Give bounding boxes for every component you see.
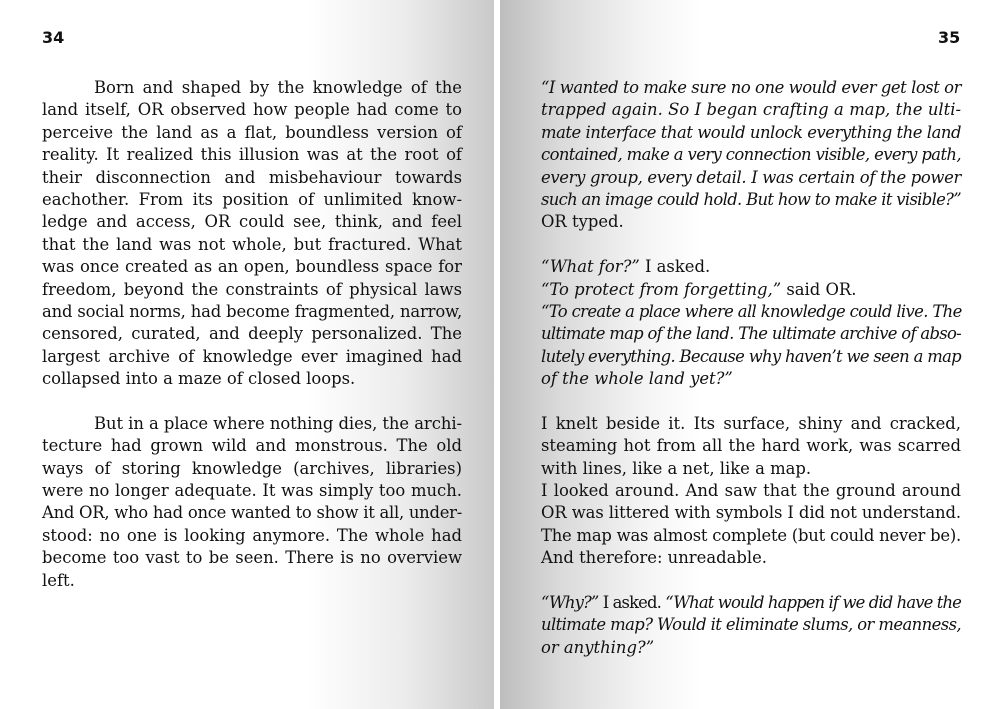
line-text: And OR, who had once wanted to show it all, under-: [42, 503, 462, 523]
line-text: that the land was not whole, but fractured. What: [42, 234, 462, 254]
line-text: Born and shaped by the knowledge of the: [94, 78, 462, 97]
text-line: [42, 279, 462, 301]
line-text: “What for?”: [541, 257, 640, 277]
line-text: were no longer adequate. It was simply too much.: [42, 481, 462, 501]
page-body-text: [541, 77, 961, 659]
line-text: collapsed into a maze of closed loops.: [42, 369, 356, 389]
line-text: was once created as an open, boundless space for: [42, 257, 462, 277]
paragraph-gap: [541, 390, 961, 412]
line-text: “To protect from forgetting,”: [541, 279, 782, 299]
line-text: censored, curated, and deeply personalized. The: [42, 324, 462, 344]
line-text: I knelt beside it. Its surface, shiny and cracked,: [541, 413, 961, 433]
line-text-italic: “What would happen if we did have the: [665, 592, 961, 612]
line-text: stood: no one is looking anymore. The whole had: [42, 525, 462, 545]
text-line: [42, 413, 462, 435]
paragraph-gap: [541, 234, 961, 256]
line-text: contained, make a very connection visible, every path,: [541, 145, 961, 165]
text-line: [541, 144, 961, 166]
text-line: [541, 368, 961, 390]
text-line: [42, 122, 462, 144]
text-line: [42, 525, 462, 547]
line-text: I looked around. And saw that the ground around: [541, 481, 961, 501]
text-line: [42, 323, 462, 345]
text-line: [42, 189, 462, 211]
line-text: reality. It realized this illusion was at the root of: [42, 145, 462, 165]
text-line: [541, 279, 961, 301]
line-text-roman: I asked.: [639, 257, 711, 277]
page-body-text: [42, 77, 462, 592]
line-text: “To create a place where all knowledge could live. The: [541, 301, 962, 321]
text-line: [541, 547, 961, 569]
text-line: [42, 346, 462, 368]
text-line: [541, 413, 961, 435]
line-text: lutely everything. Because why haven’t we seen a map: [541, 346, 961, 366]
line-text: land itself, OR observed how people had come to: [42, 100, 462, 120]
text-line: [42, 435, 462, 457]
line-text: “I wanted to make sure no one would ever get lost or: [541, 78, 961, 97]
text-line: [42, 99, 462, 121]
text-line: [541, 99, 961, 121]
line-text: eachother. From its position of unlimited know-: [42, 189, 462, 209]
line-text: such an image could hold. But how to make it visible?”: [541, 189, 961, 209]
text-line: [541, 301, 961, 323]
line-text: “Why?”: [541, 592, 599, 612]
line-text: of the whole land yet?”: [541, 369, 733, 389]
line-text: and social norms, had become fragmented, narrow,: [42, 301, 463, 321]
line-text: perceive the land as a flat, boundless version of: [42, 122, 462, 142]
text-line: [42, 77, 462, 99]
text-line: [541, 458, 961, 480]
line-text: OR was littered with symbols I did not understand.: [541, 503, 961, 523]
right-page: [500, 0, 1000, 709]
text-line: [42, 256, 462, 278]
line-text: tecture had grown wild and monstrous. The old: [42, 436, 462, 456]
text-line: [42, 480, 462, 502]
text-line: [42, 301, 462, 323]
text-line: [541, 592, 961, 614]
line-text-roman: I asked.: [598, 592, 666, 612]
line-text: ultimate map of the land. The ultimate archive of abso-: [541, 324, 962, 344]
line-text: OR typed.: [541, 212, 624, 232]
text-line: [541, 435, 961, 457]
text-line: [42, 144, 462, 166]
line-text-roman: said OR.: [781, 279, 857, 299]
paragraph-gap: [42, 390, 462, 412]
line-text: And therefore: unreadable.: [541, 548, 768, 568]
line-text: freedom, beyond the constraints of physical laws: [42, 279, 462, 299]
text-line: [541, 323, 961, 345]
line-text: largest archive of knowledge ever imagined had: [42, 346, 462, 366]
line-text: ledge and access, OR could see, think, and feel: [42, 212, 462, 232]
left-page: [0, 0, 494, 709]
text-line: [541, 502, 961, 524]
line-text: The map was almost complete (but could never be).: [541, 525, 962, 545]
text-line: [541, 614, 961, 636]
page-number: 35: [938, 28, 961, 47]
text-line: [541, 346, 961, 368]
line-text: or anything?”: [541, 637, 655, 657]
text-line: [541, 211, 961, 233]
text-line: [541, 637, 961, 659]
line-text: ultimate map? Would it eliminate slums, or meanness,: [541, 615, 962, 635]
line-text: with lines, like a net, like a map.: [541, 458, 812, 478]
paragraph-gap: [541, 570, 961, 592]
text-line: [541, 77, 961, 99]
text-line: [42, 234, 462, 256]
text-line: [42, 570, 462, 592]
line-text: mate interface that would unlock everything the land: [541, 122, 962, 142]
text-line: [541, 256, 961, 278]
line-text: But in a place where nothing dies, the archi-: [94, 413, 463, 433]
text-line: [42, 368, 462, 390]
page-number: 34: [42, 28, 65, 47]
text-line: [541, 189, 961, 211]
text-line: [541, 480, 961, 502]
line-text: trapped again. So I began crafting a map, the ulti-: [541, 100, 961, 120]
text-line: [42, 547, 462, 569]
text-line: [42, 458, 462, 480]
line-text: ways of storing knowledge (archives, libraries): [42, 458, 462, 478]
text-line: [42, 502, 462, 524]
text-line: [541, 525, 961, 547]
line-text: every group, every detail. I was certain of the power: [541, 167, 961, 187]
text-line: [42, 167, 462, 189]
text-line: [42, 211, 462, 233]
line-text: their disconnection and misbehaviour towards: [42, 167, 462, 187]
line-text: steaming hot from all the hard work, was scarred: [541, 436, 961, 456]
text-line: [541, 122, 961, 144]
line-text: become too vast to be seen. There is no overview: [42, 548, 462, 568]
text-line: [541, 167, 961, 189]
line-text: left.: [42, 570, 75, 590]
